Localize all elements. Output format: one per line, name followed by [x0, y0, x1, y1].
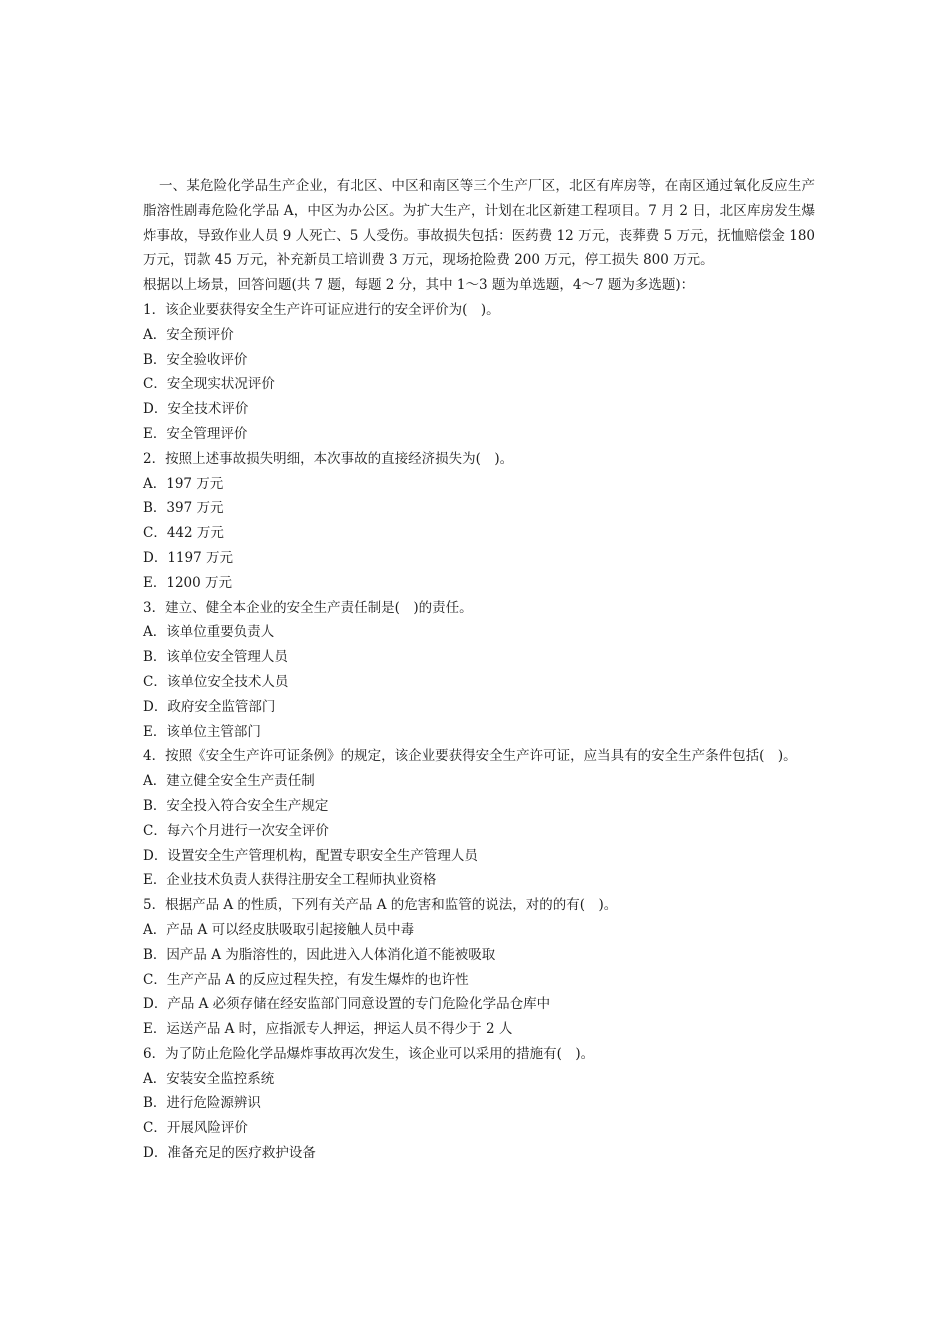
option-b: B．安全投入符合安全生产规定 — [143, 797, 329, 814]
option-c: C．442 万元 — [143, 525, 224, 542]
option-a: A．安装安全监控系统 — [143, 1070, 275, 1087]
option-d: D．准备充足的医疗救护设备 — [143, 1145, 316, 1162]
option-a: A．197 万元 — [143, 475, 224, 492]
question-stem: 6．为了防止危险化学品爆炸事故再次发生，该企业可以采用的措施有( )。 — [143, 1045, 595, 1062]
option-d: D．产品 A 必须存储在经安监部门同意设置的专门危险化学品仓库中 — [143, 996, 551, 1013]
question-stem: 1．该企业要获得安全生产许可证应进行的安全评价为( )。 — [143, 301, 500, 318]
option-b: B．该单位安全管理人员 — [143, 649, 288, 666]
question-6 — [143, 1042, 815, 1166]
option-b: B．进行危险源辨识 — [143, 1095, 261, 1112]
question-1 — [143, 298, 815, 447]
question-5 — [143, 893, 815, 1042]
option-a: A．安全预评价 — [143, 326, 234, 343]
option-d: D．1197 万元 — [143, 549, 233, 566]
option-d: D．政府安全监管部门 — [143, 698, 276, 715]
instructions: 根据以上场景，回答问题(共 7 题，每题 2 分，其中 1～3 题为单选题，4～7 题为多选题)： — [143, 277, 695, 294]
option-b: B．因产品 A 为脂溶性的，因此进入人体消化道不能被吸取 — [143, 946, 496, 963]
question-stem: 2．按照上述事故损失明细，本次事故的直接经济损失为( )。 — [143, 450, 514, 467]
question-stem: 3．建立、健全本企业的安全生产责任制是( )的责任。 — [143, 599, 473, 616]
option-e: E．运送产品 A 时，应指派专人押运，押运人员不得少于 2 人 — [143, 1021, 513, 1038]
option-e: E．安全管理评价 — [143, 425, 248, 442]
question-4 — [143, 744, 815, 893]
question-2 — [143, 447, 815, 596]
question-stem: 5．根据产品 A 的性质，下列有关产品 A 的危害和监管的说法，对的的有( )。 — [143, 897, 618, 914]
option-c: C．安全现实状况评价 — [143, 376, 275, 393]
option-d: D．设置安全生产管理机构，配置专职安全生产管理人员 — [143, 847, 478, 864]
option-c: C．每六个月进行一次安全评价 — [143, 822, 329, 839]
option-a: A．产品 A 可以经皮肤吸取引起接触人员中毒 — [143, 921, 415, 938]
option-a: A．该单位重要负责人 — [143, 624, 275, 641]
option-a: A．建立健全安全生产责任制 — [143, 773, 315, 790]
document-page — [143, 174, 815, 1166]
option-b: B．安全验收评价 — [143, 351, 248, 368]
option-c: C．生产产品 A 的反应过程失控，有发生爆炸的也许性 — [143, 971, 469, 988]
option-d: D．安全技术评价 — [143, 401, 249, 418]
option-e: E．该单位主管部门 — [143, 723, 261, 740]
question-3 — [143, 596, 815, 745]
option-e: E．1200 万元 — [143, 574, 233, 591]
option-b: B．397 万元 — [143, 500, 224, 517]
option-c: C．开展风险评价 — [143, 1120, 248, 1137]
option-c: C．该单位安全技术人员 — [143, 673, 289, 690]
option-e: E．企业技术负责人获得注册安全工程师执业资格 — [143, 872, 437, 889]
scenario-paragraph: 一、某危险化学品生产企业，有北区、中区和南区等三个生产厂区，北区有库房等，在南区通过氧化反应生产脂溶性剧毒危险化学品 A，中区为办公区。为扩大生产，计划在北区新建工程项目。7 月 2 日，北区库房发生爆炸事故，导致作业人员 9 人死亡、5 人受伤。事故损失包括：医药费 12 万元，丧葬费 5 万元，抚恤赔偿金 180 万元，罚款 45 万元，补充新员工培训费 3 万元，现场抢险费 200 万元，停工损失 800 万元。 — [143, 178, 815, 269]
question-stem: 4．按照《安全生产许可证条例》的规定，该企业要获得安全生产许可证，应当具有的安全生产条件包括( )。 — [143, 748, 797, 765]
